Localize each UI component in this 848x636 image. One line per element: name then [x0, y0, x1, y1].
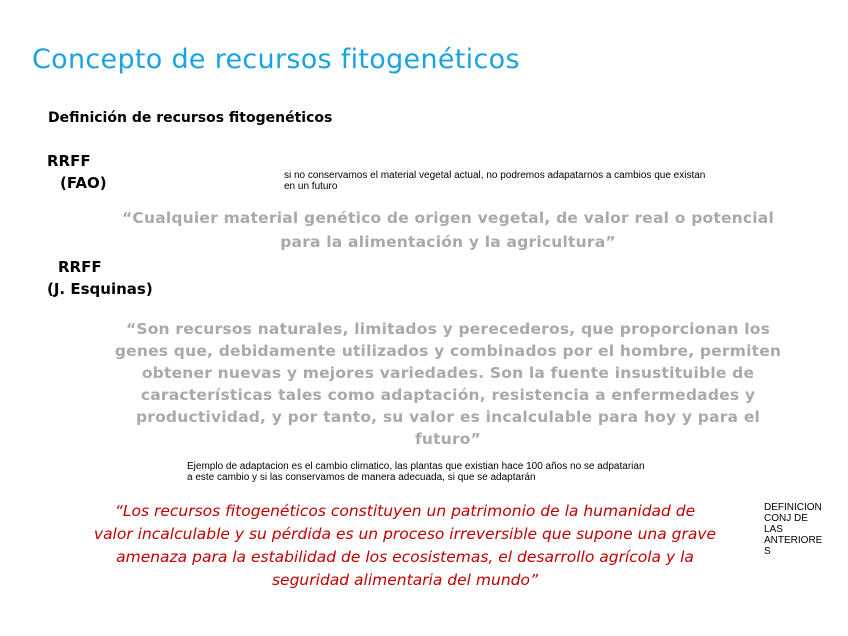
esquinas-label-source: (J. Esquinas) — [47, 280, 153, 298]
quote-line: para la alimentación y la agricultura” — [280, 233, 616, 251]
side-note-line: ANTERIORE — [764, 535, 823, 546]
fao-note-line: si no conservamos el material vegetal actual, no podremos adapatarnos a cambios que existan — [284, 170, 706, 181]
fao-definition-quote — [100, 206, 796, 254]
esquinas-note — [187, 461, 787, 483]
side-note-line: S — [764, 546, 771, 557]
side-note-line: CONJ DE — [764, 513, 808, 524]
fao-note — [284, 170, 824, 192]
quote-line: amenaza para la estabilidad de los ecosistemas, el desarrollo agrícola y la — [116, 548, 694, 566]
esquinas-definition-quote — [100, 318, 796, 450]
quote-line: “Cualquier material genético de origen vegetal, de valor real o potencial — [122, 209, 774, 227]
esquinas-note-line: Ejemplo de adaptacion es el cambio climatico, las plantas que existian hace 100 años no se adpatarian — [187, 461, 645, 472]
quote-line: obtener nuevas y mejores variedades. Son la fuente insustituible de — [141, 364, 755, 382]
side-note — [764, 502, 844, 557]
quote-line: valor incalculable y su pérdida es un proceso irreversible que supone una grave — [93, 525, 717, 543]
quote-line: productividad, y por tanto, su valor es incalculable para hoy y para el — [135, 408, 761, 426]
quote-line: “Los recursos fitogenéticos constituyen un patrimonio de la humanidad de — [114, 502, 696, 520]
patrimony-quote — [60, 500, 750, 592]
quote-line: “Son recursos naturales, limitados y perecederos, que proporcionan los — [125, 320, 771, 338]
esquinas-label-rrff: RRFF — [58, 258, 102, 276]
quote-line: genes que, debidamente utilizados y combinados por el hombre, permiten — [114, 342, 782, 360]
side-note-line: LAS — [764, 524, 783, 535]
fao-label-rrff: RRFF — [47, 152, 91, 170]
quote-line: futuro” — [414, 430, 482, 448]
fao-note-line: en un futuro — [284, 181, 338, 192]
section-subtitle: Definición de recursos fitogenéticos — [48, 110, 333, 126]
esquinas-note-line: a este cambio y si las conservamos de manera adecuada, si que se adaptarán — [187, 472, 536, 483]
quote-line: seguridad alimentaria del mundo” — [271, 571, 538, 589]
quote-line: características tales como adaptación, resistencia a enfermedades y — [140, 386, 756, 404]
fao-label-source: (FAO) — [60, 174, 107, 192]
slide-title: Concepto de recursos fitogenéticos — [32, 44, 520, 75]
side-note-line: DEFINICION — [764, 502, 822, 513]
